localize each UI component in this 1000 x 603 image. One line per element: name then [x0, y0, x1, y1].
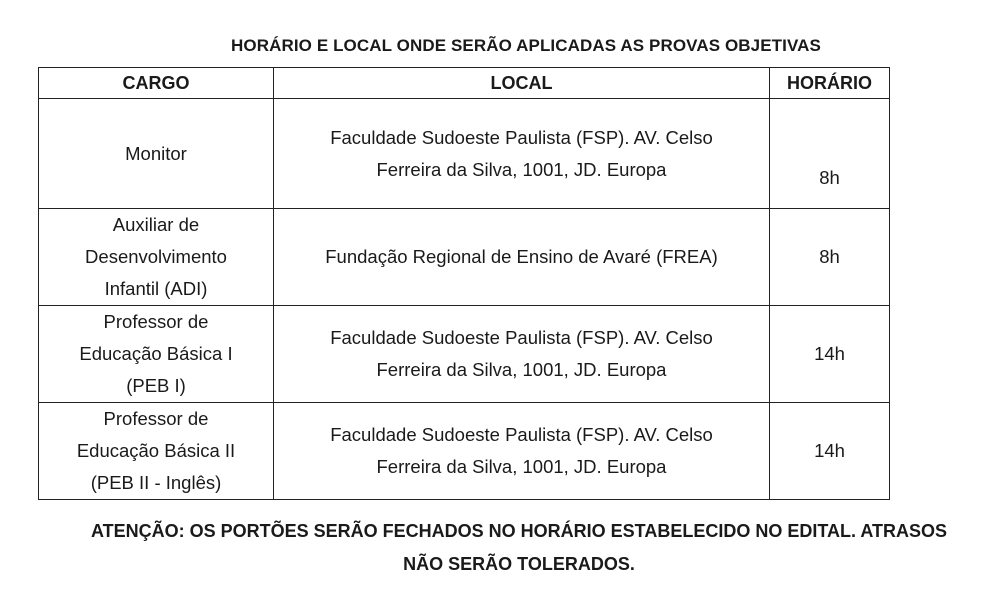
local-cell [274, 306, 770, 403]
schedule-table [38, 67, 890, 500]
table-row [39, 99, 890, 209]
cargo-line: Desenvolvimento [85, 246, 227, 267]
horario-cell: 14h [770, 403, 890, 500]
table-row [39, 403, 890, 500]
header-local: LOCAL [274, 68, 770, 99]
local-line: Faculdade Sudoeste Paulista (FSP). AV. Celso [330, 327, 713, 348]
notice-line: ATENÇÃO: OS PORTÕES SERÃO FECHADOS NO HORÁRIO ESTABELECIDO NO EDITAL. ATRASOS [90, 521, 948, 541]
cargo-cell [39, 99, 274, 209]
cargo-line: Auxiliar de [112, 214, 200, 235]
cargo-line: Monitor [125, 142, 187, 164]
header-horario: HORÁRIO [770, 68, 890, 99]
local-line: Faculdade Sudoeste Paulista (FSP). AV. Celso [330, 126, 713, 148]
cargo-line: Infantil (ADI) [104, 278, 208, 299]
cargo-cell [39, 306, 274, 403]
cargo-line: Professor de [103, 311, 209, 332]
horario-cell: 8h [770, 99, 890, 209]
local-line: Faculdade Sudoeste Paulista (FSP). AV. Celso [330, 424, 713, 445]
local-cell [274, 403, 770, 500]
cargo-line: (PEB I) [126, 375, 186, 396]
local-line: Ferreira da Silva, 1001, JD. Europa [376, 456, 667, 477]
local-line: Ferreira da Silva, 1001, JD. Europa [376, 359, 667, 380]
cargo-line: Educação Básica I [79, 343, 233, 364]
document-title: HORÁRIO E LOCAL ONDE SERÃO APLICADAS AS PROVAS OBJETIVAS [231, 36, 821, 55]
horario-cell: 8h [770, 209, 890, 306]
horario-cell: 14h [770, 306, 890, 403]
table-header-row [39, 68, 890, 99]
notice-line: NÃO SERÃO TOLERADOS. [403, 554, 635, 574]
cargo-line: (PEB II - Inglês) [90, 472, 222, 493]
cargo-line: Educação Básica II [76, 440, 236, 461]
cargo-cell [39, 209, 274, 306]
cargo-cell [39, 403, 274, 500]
local-cell [274, 99, 770, 209]
table-row [39, 306, 890, 403]
table-row [39, 209, 890, 306]
local-line: Fundação Regional de Ensino de Avaré (FREA) [325, 246, 718, 267]
cargo-line: Professor de [103, 408, 209, 429]
attention-notice [0, 515, 1000, 581]
header-cargo: CARGO [39, 68, 274, 99]
local-line: Ferreira da Silva, 1001, JD. Europa [376, 158, 667, 180]
local-cell [274, 209, 770, 306]
